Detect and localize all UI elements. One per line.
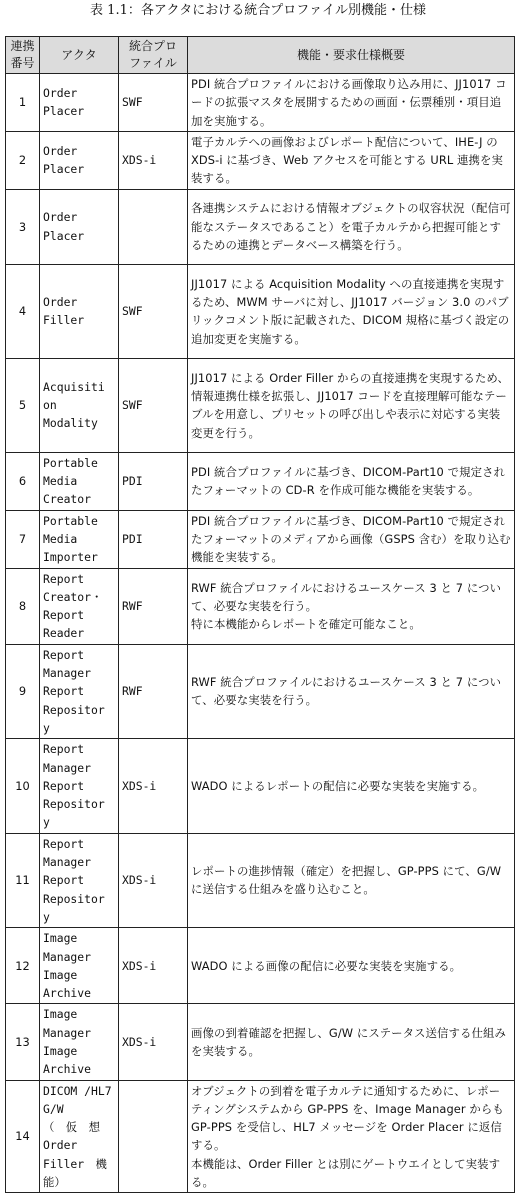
table-row <box>6 131 515 189</box>
row-description: レポートの進捗情報（確定）を把握し、GP-PPS にて、G/W に送信する仕組みを盛り込むこと。 <box>188 833 515 927</box>
row-actor: Report Manager Report Repositor y <box>40 833 119 927</box>
row-number: 9 <box>6 644 40 738</box>
row-number: 1 <box>6 74 40 132</box>
row-description: 画像の到着確認を把握し、G/W にステータス送信する仕組みを実装する。 <box>188 1004 515 1080</box>
row-profile: RWF <box>119 644 188 738</box>
header-actor: アクタ <box>40 37 119 74</box>
row-profile: PDI <box>119 510 188 568</box>
header-no: 連携 番号 <box>6 37 40 74</box>
row-number: 3 <box>6 189 40 264</box>
table-row <box>6 452 515 510</box>
spec-table <box>5 36 515 1193</box>
header-description: 機能・要求仕様概要 <box>188 37 515 74</box>
row-actor: Acquisiti on Modality <box>40 358 119 452</box>
row-description: PDI 統合プロファイルにおける画像取り込み用に、JJ1017 コードの拡張マスタを展開するための画面・伝票種別・項目追加を実施する。 <box>188 74 515 132</box>
row-number: 2 <box>6 131 40 189</box>
row-actor: Order Filler <box>40 264 119 358</box>
row-actor: Portable Media Importer <box>40 510 119 568</box>
table-row <box>6 833 515 927</box>
row-description: 各連携システムにおける情報オブジェクトの収容状況（配信可能なステータスであること）を電子カルテから把握可能とするための連携とデータベース構築を行う。 <box>188 189 515 264</box>
row-profile <box>119 189 188 264</box>
row-profile <box>119 1080 188 1193</box>
row-actor: Order Placer <box>40 189 119 264</box>
row-profile: XDS-i <box>119 928 188 1004</box>
row-profile: XDS-i <box>119 739 188 833</box>
row-description: オブジェクトの到着を電子カルテに通知するために、レポーティングシステムから GP-PPS を、Image Manager からも GP-PPS を受信し、HL7 メッセージを Order Placer に返信する。 本機能は、Order Filler とは別にゲートウエイとして実装する。 <box>188 1080 515 1193</box>
row-profile: SWF <box>119 264 188 358</box>
row-actor: Image Manager Image Archive <box>40 928 119 1004</box>
table-row <box>6 74 515 132</box>
table-row <box>6 189 515 264</box>
row-actor: Image Manager Image Archive <box>40 1004 119 1080</box>
row-profile: XDS-i <box>119 131 188 189</box>
row-number: 14 <box>6 1080 40 1193</box>
row-actor: Report Creator・ Report Reader <box>40 568 119 644</box>
table-row <box>6 510 515 568</box>
row-number: 7 <box>6 510 40 568</box>
row-description: PDI 統合プロファイルに基づき、DICOM-Part10 で規定されたフォーマットのメディアから画像（GSPS 含む）を取り込む機能を実装する。 <box>188 510 515 568</box>
row-description: 電子カルテへの画像およびレポート配信について、IHE-J の XDS-i に基づき、Web アクセスを可能とする URL 連携を実装する。 <box>188 131 515 189</box>
row-profile: RWF <box>119 568 188 644</box>
table-row <box>6 644 515 738</box>
table-row <box>6 358 515 452</box>
table-row <box>6 1080 515 1193</box>
header-profile: 統合プロ ファイル <box>119 37 188 74</box>
row-description: WADO によるレポートの配信に必要な実装を実施する。 <box>188 739 515 833</box>
row-description: RWF 統合プロファイルにおけるユースケース 3 と 7 について、必要な実装を行う。 <box>188 644 515 738</box>
row-profile: XDS-i <box>119 833 188 927</box>
row-profile: SWF <box>119 74 188 132</box>
table-row <box>6 739 515 833</box>
row-actor: Portable Media Creator <box>40 452 119 510</box>
table-row <box>6 264 515 358</box>
row-description: PDI 統合プロファイルに基づき、DICOM-Part10 で規定されたフォーマットの CD-R を作成可能な機能を実装する。 <box>188 452 515 510</box>
row-number: 10 <box>6 739 40 833</box>
row-description: WADO による画像の配信に必要な実装を実施する。 <box>188 928 515 1004</box>
row-profile: XDS-i <box>119 1004 188 1080</box>
row-description: RWF 統合プロファイルにおけるユースケース 3 と 7 について、必要な実装を行う。 特に本機能からレポートを確定可能なこと。 <box>188 568 515 644</box>
row-number: 8 <box>6 568 40 644</box>
row-actor: Report Manager Report Repositor y <box>40 739 119 833</box>
row-number: 6 <box>6 452 40 510</box>
row-profile: PDI <box>119 452 188 510</box>
row-number: 11 <box>6 833 40 927</box>
row-description: JJ1017 による Acquisition Modality への直接連携を実現するため、MWM サーバに対し、JJ1017 バージョン 3.0 のパブリックコメント版に記載された、DICOM 規格に基づく設定の追加変更を実施する。 <box>188 264 515 358</box>
row-actor: Order Placer <box>40 74 119 132</box>
row-profile: SWF <box>119 358 188 452</box>
row-number: 12 <box>6 928 40 1004</box>
row-actor: Report Manager Report Repositor y <box>40 644 119 738</box>
row-number: 4 <box>6 264 40 358</box>
row-actor: DICOM /HL7 G/W （ 仮 想 Order Filler 機 能） <box>40 1080 119 1193</box>
table-caption: 表 1.1：各アクタにおける統合プロファイル別機能・仕様 <box>90 3 426 18</box>
table-header-row <box>6 37 515 74</box>
table-row <box>6 568 515 644</box>
row-number: 13 <box>6 1004 40 1080</box>
row-description: JJ1017 による Order Filler からの直接連携を実現するため、情報連携仕様を拡張し、JJ1017 コードを直接理解可能なテーブルを用意し、プリセットの呼び出しや表示に対応する実装変更を行う。 <box>188 358 515 452</box>
row-actor: Order Placer <box>40 131 119 189</box>
table-row <box>6 1004 515 1080</box>
table-row <box>6 928 515 1004</box>
row-number: 5 <box>6 358 40 452</box>
